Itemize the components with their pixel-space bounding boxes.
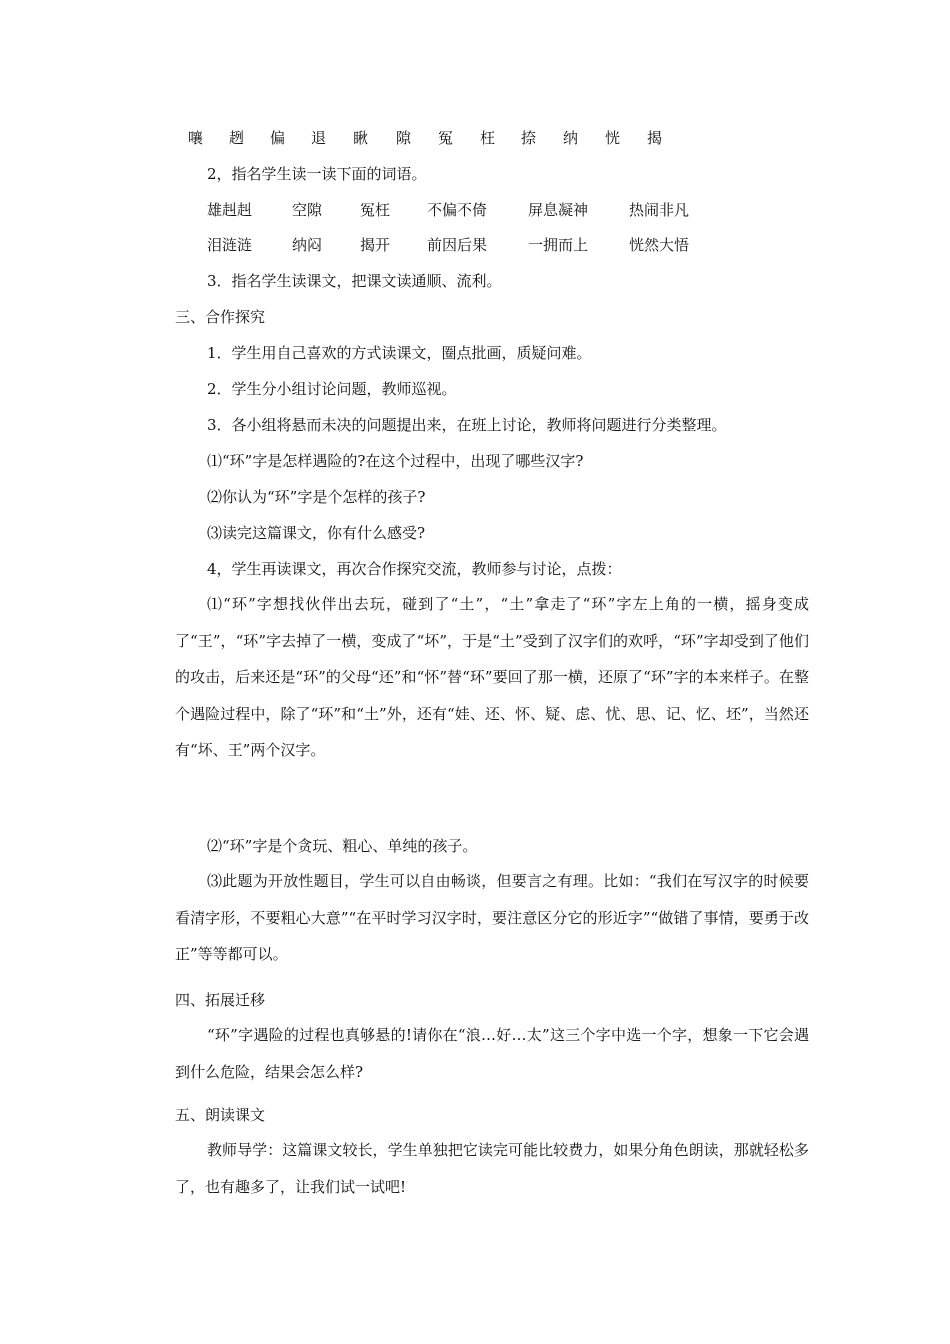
list-item: 2．学生分小组讨论问题，教师巡视。 <box>207 380 457 398</box>
answer-text: ⑶此题为开放性题目，学生可以自由畅谈，但要言之有理。比如：“我们在写汉字的时候要看清字形，不要粗心大意”“在平时学习汉字时，要注意区分它的形近字”“做错了事情，要勇于改正”等等都可以。 <box>175 872 809 964</box>
list-item: 2，指名学生读一读下面的词语。 <box>207 165 427 183</box>
vocab-word: 纳闷 <box>292 236 323 254</box>
vocab-char: 嚷 <box>188 129 204 147</box>
vocab-char: 枉 <box>480 129 496 147</box>
section-heading: 四、拓展迁移 <box>175 991 266 1009</box>
list-item: 3．各小组将悬而未决的问题提出来，在班上讨论，教师将问题进行分类整理。 <box>207 416 727 434</box>
vocab-char: 恍 <box>605 129 621 147</box>
question-item: ⑴“环”字是怎样遇险的?在这个过程中，出现了哪些汉字? <box>207 452 584 470</box>
vocab-word: 不偏不倚 <box>427 201 488 219</box>
list-item: 3．指名学生读课文，把课文读通顺、流利。 <box>207 272 502 290</box>
vocab-word: 热闹非凡 <box>629 201 690 219</box>
section-heading: 五、朗读课文 <box>175 1106 266 1124</box>
vocab-char: 揭 <box>647 129 663 147</box>
vocab-char: 趔 <box>229 129 245 147</box>
vocab-char: 瞅 <box>353 129 369 147</box>
answer-text: ⑴“环”字想找伙伴出去玩，碰到了“土”，“土”拿走了“环”字左上角的一横，摇身变成了“王”，“环”字去掉了一横，变成了“坏”，于是“土”受到了汉字们的欢呼，“环”字却受到了他们的攻击，后来还是“环”的父母“还”和“怀”替“环”要回了那一横，还原了“环”字的本来样子。在整个遇险过程中，除了“环”和“土”外，还有“娃、还、怀、疑、虑、忧、思、记、忆、坯”，当然还有“坏、王”两个汉字。 <box>175 595 809 760</box>
vocab-word: 雄赳赳 <box>207 201 253 219</box>
vocab-char: 偏 <box>270 129 286 147</box>
vocab-char: 隙 <box>396 129 412 147</box>
list-item: 4，学生再读课文，再次合作探究交流，教师参与讨论，点拨： <box>207 560 622 578</box>
answer-paragraph <box>175 586 809 769</box>
vocab-word: 恍然大悟 <box>629 236 690 254</box>
list-item: 1．学生用自己喜欢的方式读课文，圈点批画，质疑问难。 <box>207 344 592 362</box>
body-paragraph <box>175 1017 809 1090</box>
vocab-word: 前因后果 <box>427 236 488 254</box>
answer-paragraph <box>175 863 809 973</box>
vocab-word: 空隙 <box>292 201 323 219</box>
vocab-word: 屏息凝神 <box>528 201 589 219</box>
body-paragraph <box>175 1132 809 1205</box>
vocab-char: 纳 <box>563 129 579 147</box>
question-item: ⑶读完这篇课文，你有什么感受? <box>207 524 426 542</box>
vocab-char: 冤 <box>438 129 454 147</box>
vocab-word: 一拥而上 <box>528 236 589 254</box>
vocab-char: 退 <box>311 129 327 147</box>
paragraph-text: 教师导学：这篇课文较长，学生单独把它读完可能比较费力，如果分角色朗读，那就轻松多了，也有趣多了，让我们试一试吧! <box>175 1141 809 1196</box>
vocab-word: 揭开 <box>360 236 391 254</box>
vocab-word: 泪涟涟 <box>207 236 253 254</box>
section-heading: 三、合作探究 <box>175 308 266 326</box>
vocab-char: 捺 <box>521 129 537 147</box>
answer-item: ⑵“环”字是个贪玩、粗心、单纯的孩子。 <box>207 837 478 855</box>
paragraph-text: “环”字遇险的过程也真够悬的!请你在“浪…好…太”这三个字中选一个字，想象一下它会遇到什么危险，结果会怎么样? <box>175 1026 809 1081</box>
vocab-word: 冤枉 <box>360 201 391 219</box>
question-item: ⑵你认为“环”字是个怎样的孩子? <box>207 488 426 506</box>
